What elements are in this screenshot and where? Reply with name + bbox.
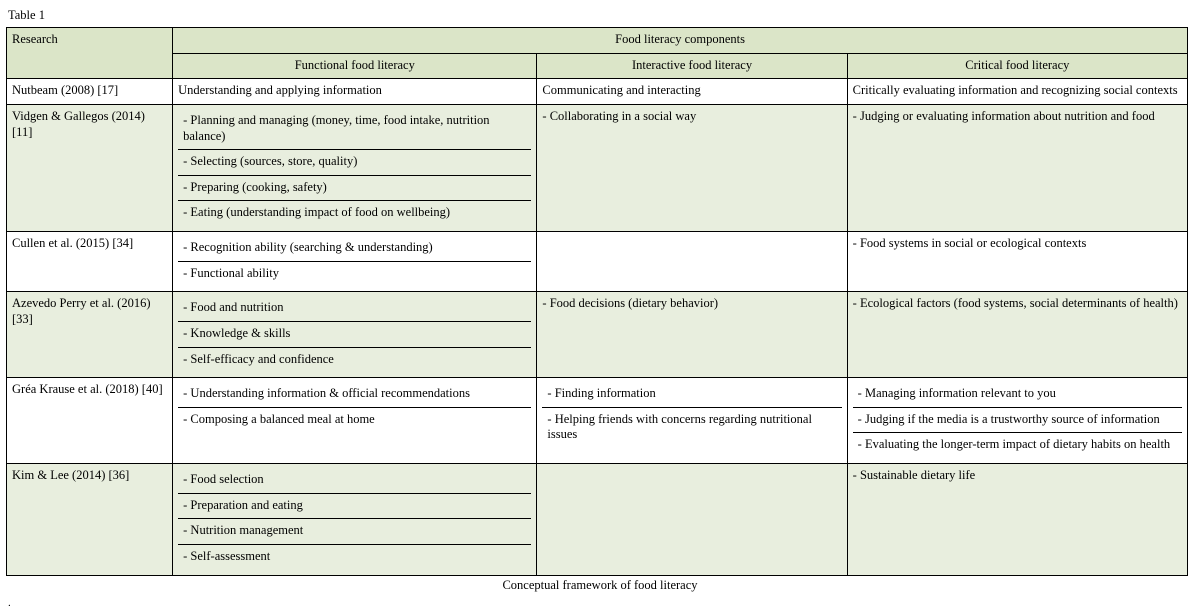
cell-functional-item: - Functional ability — [183, 265, 279, 280]
cell-critical-item: - Managing information relevant to you — [853, 382, 1182, 408]
table-row — [7, 79, 1188, 105]
cell-functional-item: - Knowledge & skills — [178, 322, 531, 348]
cell-functional-item: - Eating (understanding impact of food on wellbeing) — [183, 205, 451, 220]
cell-functional-item: - Self-efficacy and confidence — [183, 351, 334, 366]
cell-critical: Critically evaluating information and recognizing social contexts — [847, 79, 1187, 105]
cell-critical: - Judging or evaluating information about nutrition and food — [847, 104, 1187, 231]
cell-interactive: - Food decisions (dietary behavior) — [537, 292, 847, 378]
food-literacy-table — [6, 27, 1188, 576]
cell-functional-item: - Composing a balanced meal at home — [183, 411, 375, 426]
cell-functional — [173, 378, 537, 464]
header-research: Research — [7, 28, 173, 79]
table-header-row-2 — [7, 53, 1188, 79]
cell-research: Nutbeam (2008) [17] — [7, 79, 173, 105]
cell-interactive — [537, 378, 847, 464]
cell-functional — [173, 232, 537, 292]
table-header-row-1 — [7, 28, 1188, 54]
cell-functional — [173, 104, 537, 231]
footer-mark: . — [8, 596, 11, 609]
cell-research: Gréa Krause et al. (2018) [40] — [7, 378, 173, 464]
table-row — [7, 232, 1188, 292]
table-row — [7, 292, 1188, 378]
cell-critical-item: - Evaluating the longer-term impact of dietary habits on health — [857, 437, 1171, 452]
cell-functional-item: - Planning and managing (money, time, food intake, nutrition balance) — [178, 109, 531, 150]
cell-critical-item: - Judging if the media is a trustworthy source of information — [853, 408, 1182, 434]
table-row — [7, 104, 1188, 231]
table-row — [7, 464, 1188, 576]
cell-interactive — [537, 464, 847, 576]
cell-critical: - Food systems in social or ecological contexts — [847, 232, 1187, 292]
cell-interactive-item: - Finding information — [542, 382, 841, 408]
cell-functional-item: - Preparing (cooking, safety) — [178, 176, 531, 202]
cell-critical — [847, 378, 1187, 464]
cell-functional-item: - Nutrition management — [178, 519, 531, 545]
cell-functional-item: - Food and nutrition — [178, 296, 531, 322]
cell-interactive-item: - Helping friends with concerns regarding nutritional issues — [547, 411, 812, 442]
cell-research: Vidgen & Gallegos (2014) [11] — [7, 104, 173, 231]
cell-interactive — [537, 232, 847, 292]
table-caption: Conceptual framework of food literacy — [502, 577, 698, 592]
cell-research: Azevedo Perry et al. (2016) [33] — [7, 292, 173, 378]
cell-functional-item: - Preparation and eating — [178, 494, 531, 520]
cell-interactive: Communicating and interacting — [537, 79, 847, 105]
cell-functional: Understanding and applying information — [173, 79, 537, 105]
header-critical-food-literacy: Critical food literacy — [847, 53, 1187, 79]
cell-functional-item: - Recognition ability (searching & understanding) — [178, 236, 531, 262]
cell-functional-item: - Food selection — [178, 468, 531, 494]
cell-critical: - Ecological factors (food systems, social determinants of health) — [847, 292, 1187, 378]
cell-functional-item: - Self-assessment — [183, 548, 271, 563]
cell-critical: - Sustainable dietary life — [847, 464, 1187, 576]
cell-research: Cullen et al. (2015) [34] — [7, 232, 173, 292]
cell-functional — [173, 292, 537, 378]
table-label: Table 1 — [8, 8, 45, 22]
header-food-literacy-components: Food literacy components — [173, 28, 1188, 54]
table-head — [7, 28, 1188, 79]
cell-functional-item: - Understanding information & official recommendations — [178, 382, 531, 408]
cell-interactive: - Collaborating in a social way — [537, 104, 847, 231]
table-body — [7, 79, 1188, 575]
cell-functional-item: - Selecting (sources, store, quality) — [178, 150, 531, 176]
table-row — [7, 378, 1188, 464]
header-functional-food-literacy: Functional food literacy — [173, 53, 537, 79]
cell-research: Kim & Lee (2014) [36] — [7, 464, 173, 576]
cell-functional — [173, 464, 537, 576]
header-interactive-food-literacy: Interactive food literacy — [537, 53, 847, 79]
